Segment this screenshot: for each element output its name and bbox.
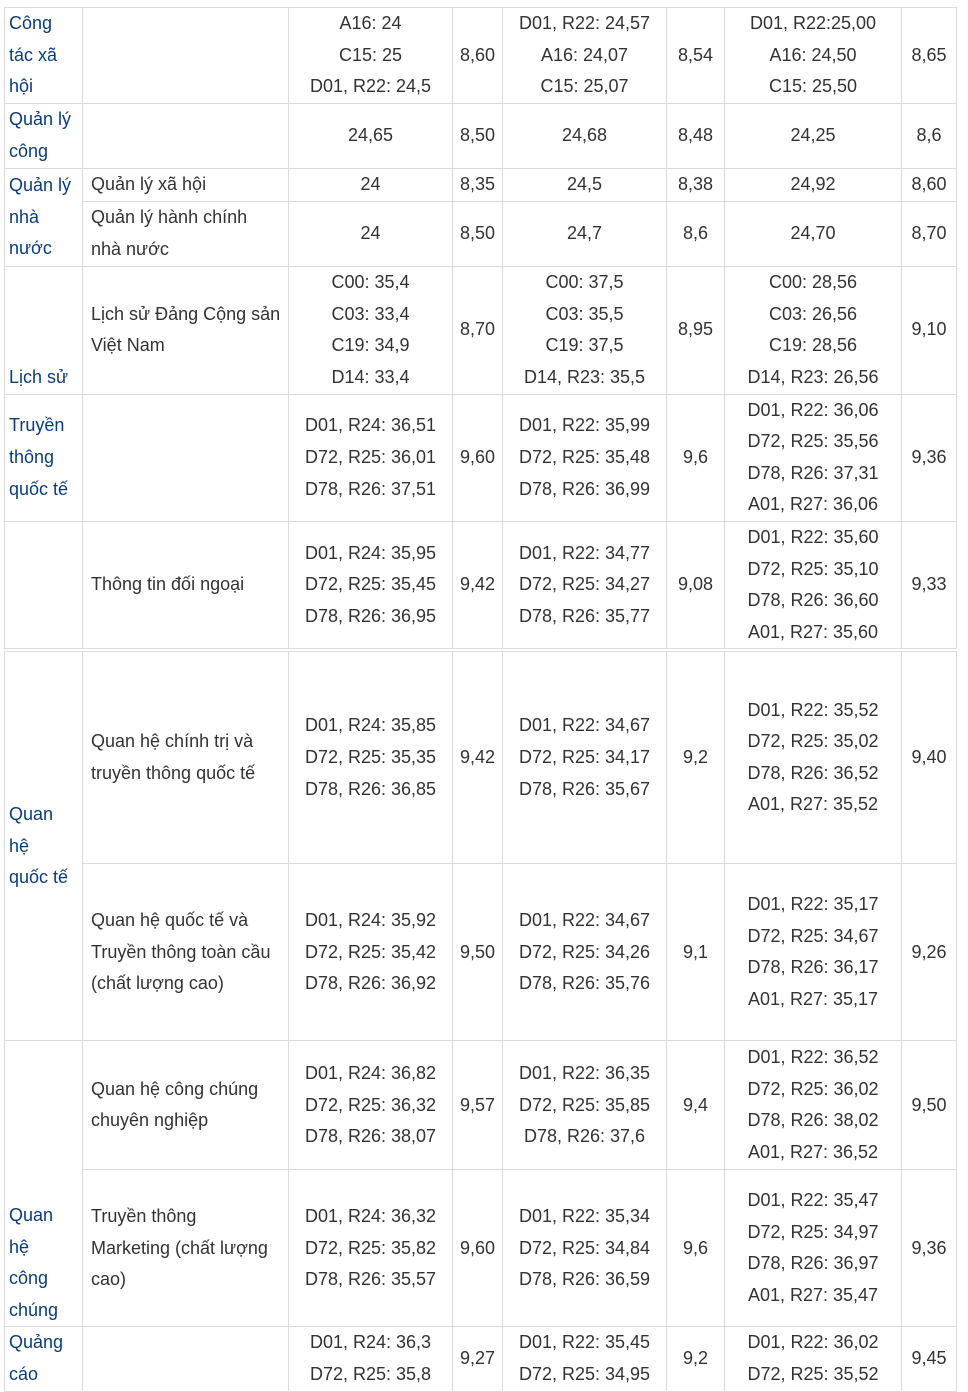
score-cell-3: 9,33 bbox=[902, 521, 957, 648]
sub-major-cell-line: Truyền thông bbox=[91, 1205, 197, 1226]
table-row bbox=[5, 521, 957, 648]
sub-major-cell-line: chuyên nghiệp bbox=[91, 1110, 209, 1131]
combination-score-cell-1-line: D01, R24: 35,92 bbox=[304, 909, 437, 930]
combination-score-cell-1-line: D72, R25: 35,45 bbox=[304, 574, 437, 595]
combination-score-cell-1 bbox=[289, 266, 453, 394]
combination-score-cell-2-line: D78, R26: 35,76 bbox=[518, 973, 651, 994]
admission-scores-table bbox=[4, 7, 957, 1392]
combination-score-cell-3-line: A16: 24,50 bbox=[769, 44, 857, 65]
sub-major-cell-line: Quan hệ công chúng bbox=[91, 1078, 259, 1099]
major-name-cell-line: Quan bbox=[9, 1204, 54, 1225]
sub-major-cell-line: Quản lý xã hội bbox=[91, 174, 207, 194]
combination-score-cell-3-line: C15: 25,50 bbox=[768, 76, 858, 97]
score-cell-2: 8,38 bbox=[667, 169, 725, 202]
combination-score-cell-3 bbox=[725, 394, 902, 521]
combination-score-cell-3 bbox=[725, 1170, 902, 1327]
combination-score-cell-2-line: D72, R25: 35,85 bbox=[518, 1094, 651, 1115]
combination-score-cell-2-line: D14, R23: 35,5 bbox=[523, 366, 646, 387]
combination-score-cell-2-line: D01, R22: 36,35 bbox=[518, 1062, 651, 1083]
combination-score-cell-3-line: A01, R27: 35,17 bbox=[747, 988, 879, 1009]
table-row bbox=[5, 1327, 957, 1391]
score-cell-1: 9,42 bbox=[453, 652, 503, 864]
combination-score-cell-1-line: D72, R25: 35,82 bbox=[304, 1237, 437, 1258]
score-cell-3: 9,36 bbox=[902, 394, 957, 521]
combination-score-cell-3-line: D01, R22:25,00 bbox=[749, 13, 877, 34]
major-name-cell-line: hội bbox=[9, 76, 34, 97]
major-name-cell-line: Quan bbox=[9, 803, 54, 824]
combination-score-cell-1-line: D72, R25: 35,35 bbox=[304, 747, 437, 768]
sub-major-cell-line: cao) bbox=[91, 1269, 127, 1290]
sub-major-cell-line: truyền thông quốc tế bbox=[91, 762, 256, 783]
major-name-cell bbox=[5, 1327, 83, 1391]
combination-score-cell-1 bbox=[289, 864, 453, 1041]
combination-score-cell-2-line: D78, R26: 36,59 bbox=[518, 1269, 651, 1290]
combination-score-cell-1-line: D01, R24: 36,3 bbox=[309, 1332, 432, 1353]
combination-score-cell-1-line: D01, R24: 36,82 bbox=[304, 1062, 437, 1083]
major-name-cell bbox=[5, 169, 83, 267]
combination-score-cell-2 bbox=[503, 266, 667, 394]
combination-score-cell-1 bbox=[289, 104, 453, 169]
combination-score-cell-3 bbox=[725, 1041, 902, 1170]
table-row bbox=[5, 652, 957, 864]
combination-score-cell-1-line: D78, R26: 36,92 bbox=[304, 973, 437, 994]
combination-score-cell-1-line: D01, R24: 36,32 bbox=[304, 1205, 437, 1226]
major-name-cell bbox=[5, 104, 83, 169]
score-cell-1: 8,50 bbox=[453, 201, 503, 266]
combination-score-cell-1-line: D72, R25: 36,01 bbox=[304, 446, 437, 467]
combination-score-cell-2 bbox=[503, 864, 667, 1041]
sub-major-cell-line: Thông tin đối ngoại bbox=[91, 574, 245, 595]
combination-score-cell-2-line: D01, R22: 34,67 bbox=[518, 909, 651, 930]
combination-score-cell-3 bbox=[725, 864, 902, 1041]
score-cell-1: 8,35 bbox=[453, 169, 503, 202]
table-row bbox=[5, 201, 957, 266]
sub-major-cell bbox=[83, 394, 289, 521]
combination-score-cell-1-line: 24 bbox=[360, 222, 381, 243]
score-cell-1: 9,57 bbox=[453, 1041, 503, 1170]
score-cell-1: 9,60 bbox=[453, 1170, 503, 1327]
combination-score-cell-3 bbox=[725, 521, 902, 648]
combination-score-cell-3 bbox=[725, 104, 902, 169]
sub-major-cell-line: nhà nước bbox=[91, 238, 169, 259]
major-name-cell-line: Quản lý bbox=[9, 174, 72, 195]
major-name-cell-line: quốc tế bbox=[9, 478, 69, 499]
combination-score-cell-3 bbox=[725, 652, 902, 864]
combination-score-cell-1-line: D01, R22: 24,5 bbox=[309, 76, 432, 97]
combination-score-cell-2-line: 24,7 bbox=[566, 222, 603, 243]
score-cell-2: 8,95 bbox=[667, 266, 725, 394]
sub-major-cell bbox=[83, 1170, 289, 1327]
score-cell-2: 8,48 bbox=[667, 104, 725, 169]
sub-major-cell-line: Marketing (chất lượng bbox=[91, 1237, 268, 1258]
major-name-cell-line: tác xã bbox=[9, 44, 58, 65]
combination-score-cell-2-line: C19: 37,5 bbox=[545, 335, 624, 356]
major-name-cell-line: nhà bbox=[9, 206, 40, 227]
combination-score-cell-2-line: D72, R25: 34,95 bbox=[518, 1363, 651, 1384]
combination-score-cell-1-line: 24 bbox=[360, 174, 381, 194]
sub-major-cell-line: Truyền thông toàn cầu bbox=[91, 941, 271, 962]
combination-score-cell-2-line: 24,5 bbox=[566, 174, 603, 194]
combination-score-cell-3-line: D14, R23: 26,56 bbox=[747, 366, 879, 387]
combination-score-cell-2-line: D72, R25: 34,27 bbox=[518, 574, 651, 595]
combination-score-cell-1-line: C03: 33,4 bbox=[331, 303, 410, 324]
score-cell-3: 8,70 bbox=[902, 201, 957, 266]
combination-score-cell-2-line: C15: 25,07 bbox=[540, 76, 629, 97]
sub-major-cell bbox=[83, 1327, 289, 1391]
score-cell-1: 9,42 bbox=[453, 521, 503, 648]
combination-score-cell-3-line: A01, R27: 35,47 bbox=[747, 1284, 879, 1305]
table-row bbox=[5, 394, 957, 521]
major-name-cell-line: thông bbox=[9, 446, 55, 467]
combination-score-cell-1 bbox=[289, 8, 453, 104]
combination-score-cell-2-line: A16: 24,07 bbox=[540, 44, 629, 65]
combination-score-cell-3-line: A01, R27: 35,52 bbox=[747, 794, 879, 815]
score-cell-2: 9,6 bbox=[667, 394, 725, 521]
combination-score-cell-1-line: C19: 34,9 bbox=[331, 335, 410, 356]
major-name-cell bbox=[5, 8, 83, 104]
combination-score-cell-3-line: D01, R22: 35,47 bbox=[747, 1190, 879, 1211]
sub-major-cell bbox=[83, 201, 289, 266]
combination-score-cell-2-line: D01, R22: 35,34 bbox=[518, 1205, 651, 1226]
combination-score-cell-1-line: 24,65 bbox=[347, 125, 394, 146]
combination-score-cell-3-line: D78, R26: 36,60 bbox=[747, 590, 879, 611]
score-cell-3: 9,36 bbox=[902, 1170, 957, 1327]
combination-score-cell-2-line: D01, R22: 24,57 bbox=[518, 13, 651, 34]
major-name-cell bbox=[5, 521, 83, 648]
score-cell-3: 8,6 bbox=[902, 104, 957, 169]
combination-score-cell-3-line: D72, R25: 34,97 bbox=[747, 1221, 879, 1242]
major-name-cell-line: Công bbox=[9, 13, 53, 34]
combination-score-cell-3-line: D78, R26: 37,31 bbox=[747, 462, 879, 483]
combination-score-cell-3-line: D01, R22: 35,52 bbox=[747, 699, 879, 720]
score-cell-1: 8,60 bbox=[453, 8, 503, 104]
combination-score-cell-2-line: 24,68 bbox=[561, 125, 608, 146]
sub-major-cell-line: Quan hệ quốc tế và bbox=[91, 909, 249, 930]
combination-score-cell-2 bbox=[503, 521, 667, 648]
score-cell-2: 9,2 bbox=[667, 1327, 725, 1391]
major-name-cell bbox=[5, 266, 83, 394]
combination-score-cell-2 bbox=[503, 104, 667, 169]
score-cell-3: 9,26 bbox=[902, 864, 957, 1041]
combination-score-cell-2-line: C00: 37,5 bbox=[545, 271, 624, 292]
combination-score-cell-2 bbox=[503, 201, 667, 266]
combination-score-cell-3-line: C00: 28,56 bbox=[768, 271, 858, 292]
combination-score-cell-1-line: D72, R25: 36,32 bbox=[304, 1094, 437, 1115]
combination-score-cell-2 bbox=[503, 652, 667, 864]
table-row bbox=[5, 104, 957, 169]
combination-score-cell-2-line: D72, R25: 34,17 bbox=[518, 747, 651, 768]
major-name-cell bbox=[5, 1041, 83, 1327]
combination-score-cell-1 bbox=[289, 1041, 453, 1170]
score-cell-3: 9,50 bbox=[902, 1041, 957, 1170]
combination-score-cell-1 bbox=[289, 394, 453, 521]
combination-score-cell-1 bbox=[289, 652, 453, 864]
table-row bbox=[5, 8, 957, 104]
combination-score-cell-1-line: C15: 25 bbox=[338, 44, 403, 65]
combination-score-cell-1 bbox=[289, 169, 453, 202]
combination-score-cell-3 bbox=[725, 1327, 902, 1391]
sub-major-cell-line: Việt Nam bbox=[91, 335, 165, 356]
combination-score-cell-3-line: A01, R27: 36,52 bbox=[747, 1141, 879, 1162]
combination-score-cell-3-line: D78, R26: 36,97 bbox=[747, 1253, 879, 1274]
combination-score-cell-3-line: C03: 26,56 bbox=[768, 303, 858, 324]
score-cell-1: 8,50 bbox=[453, 104, 503, 169]
combination-score-cell-1-line: D01, R24: 35,95 bbox=[304, 542, 437, 563]
score-cell-2: 9,2 bbox=[667, 652, 725, 864]
sub-major-cell-line: Quan hệ chính trị và bbox=[91, 731, 254, 752]
combination-score-cell-3-line: 24,25 bbox=[790, 125, 836, 146]
combination-score-cell-1-line: D78, R26: 36,85 bbox=[304, 778, 437, 799]
sub-major-cell bbox=[83, 104, 289, 169]
major-name-cell bbox=[5, 394, 83, 521]
major-name-cell-line: Quảng bbox=[9, 1332, 64, 1353]
combination-score-cell-3-line: D01, R22: 35,60 bbox=[747, 526, 879, 547]
combination-score-cell-3 bbox=[725, 266, 902, 394]
major-name-cell-line: quốc tế bbox=[9, 867, 69, 888]
combination-score-cell-3-line: D72, R25: 36,02 bbox=[747, 1078, 879, 1099]
combination-score-cell-3-line: D72, R25: 35,10 bbox=[747, 558, 879, 579]
combination-score-cell-3-line: D01, R22: 36,06 bbox=[747, 399, 879, 420]
combination-score-cell-3 bbox=[725, 201, 902, 266]
combination-score-cell-3-line: D78, R26: 36,17 bbox=[747, 957, 879, 978]
combination-score-cell-1 bbox=[289, 521, 453, 648]
combination-score-cell-2-line: C03: 35,5 bbox=[545, 303, 624, 324]
table-row bbox=[5, 1041, 957, 1170]
major-name-cell-line: Truyền bbox=[9, 415, 65, 436]
sub-major-cell-line: Quản lý hành chính bbox=[91, 207, 248, 227]
combination-score-cell-1-line: D72, R25: 35,8 bbox=[309, 1363, 432, 1384]
combination-score-cell-3-line: C19: 28,56 bbox=[768, 335, 858, 356]
combination-score-cell-3-line: D72, R25: 35,02 bbox=[747, 731, 879, 752]
major-name-cell-line: Quản lý bbox=[9, 109, 72, 130]
combination-score-cell-1-line: A16: 24 bbox=[339, 13, 402, 34]
score-cell-3: 8,60 bbox=[902, 169, 957, 202]
score-cell-1: 9,60 bbox=[453, 394, 503, 521]
combination-score-cell-1 bbox=[289, 1327, 453, 1391]
combination-score-cell-2 bbox=[503, 1041, 667, 1170]
combination-score-cell-3-line: D72, R25: 34,67 bbox=[747, 925, 879, 946]
combination-score-cell-2-line: D72, R25: 34,26 bbox=[518, 941, 651, 962]
combination-score-cell-3-line: D01, R22: 35,17 bbox=[747, 894, 879, 915]
score-cell-2: 8,54 bbox=[667, 8, 725, 104]
combination-score-cell-1-line: D01, R24: 35,85 bbox=[304, 715, 437, 736]
major-name-cell-line: chúng bbox=[9, 1299, 59, 1320]
major-name-cell bbox=[5, 652, 83, 1041]
sub-major-cell bbox=[83, 521, 289, 648]
combination-score-cell-1-line: D01, R24: 36,51 bbox=[304, 415, 437, 436]
combination-score-cell-2 bbox=[503, 169, 667, 202]
major-name-cell-line: cáo bbox=[9, 1363, 39, 1384]
combination-score-cell-2 bbox=[503, 1170, 667, 1327]
score-cell-2: 8,6 bbox=[667, 201, 725, 266]
sub-major-cell-line: (chất lượng cao) bbox=[91, 973, 224, 994]
combination-score-cell-2-line: D78, R26: 35,77 bbox=[518, 605, 651, 626]
combination-score-cell-2-line: D01, R22: 35,45 bbox=[518, 1332, 651, 1353]
score-cell-2: 9,08 bbox=[667, 521, 725, 648]
score-cell-2: 9,6 bbox=[667, 1170, 725, 1327]
combination-score-cell-3-line: D72, R25: 35,52 bbox=[747, 1363, 879, 1384]
combination-score-cell-2-line: D01, R22: 34,77 bbox=[518, 542, 651, 563]
combination-score-cell-3-line: D78, R26: 36,52 bbox=[747, 762, 879, 783]
table-row bbox=[5, 266, 957, 394]
combination-score-cell-2-line: D72, R25: 34,84 bbox=[518, 1237, 651, 1258]
major-name-cell-line: nước bbox=[9, 238, 52, 259]
combination-score-cell-1-line: C00: 35,4 bbox=[331, 271, 410, 292]
combination-score-cell-1-line: D78, R26: 36,95 bbox=[304, 605, 437, 626]
sub-major-cell-line: Lịch sử Đảng Cộng sản bbox=[91, 303, 281, 324]
combination-score-cell-2 bbox=[503, 8, 667, 104]
sub-major-cell bbox=[83, 1041, 289, 1170]
combination-score-cell-2-line: D72, R25: 35,48 bbox=[518, 446, 651, 467]
combination-score-cell-2-line: D01, R22: 35,99 bbox=[518, 415, 651, 436]
combination-score-cell-3-line: D72, R25: 35,56 bbox=[747, 431, 879, 452]
combination-score-cell-2-line: D78, R26: 36,99 bbox=[518, 478, 651, 499]
score-cell-2: 9,4 bbox=[667, 1041, 725, 1170]
combination-score-cell-2-line: D78, R26: 35,67 bbox=[518, 778, 651, 799]
combination-score-cell-2-line: D01, R22: 34,67 bbox=[518, 715, 651, 736]
combination-score-cell-1-line: D78, R26: 38,07 bbox=[304, 1126, 437, 1147]
combination-score-cell-3-line: D01, R22: 36,02 bbox=[747, 1332, 879, 1353]
combination-score-cell-3-line: A01, R27: 35,60 bbox=[747, 621, 879, 642]
combination-score-cell-2-line: D78, R26: 37,6 bbox=[523, 1126, 646, 1147]
score-cell-3: 9,45 bbox=[902, 1327, 957, 1391]
major-name-cell-line: hệ bbox=[9, 1236, 30, 1257]
major-name-cell-line: hệ bbox=[9, 835, 30, 856]
table-row bbox=[5, 864, 957, 1041]
admission-scores-table-container bbox=[4, 7, 956, 1392]
major-name-cell-line: công bbox=[9, 141, 49, 161]
combination-score-cell-3-line: 24,70 bbox=[790, 222, 836, 243]
combination-score-cell-1 bbox=[289, 201, 453, 266]
table-body bbox=[5, 8, 957, 1392]
combination-score-cell-1-line: D14: 33,4 bbox=[331, 366, 410, 387]
table-row bbox=[5, 1170, 957, 1327]
combination-score-cell-2 bbox=[503, 1327, 667, 1391]
score-cell-3: 9,40 bbox=[902, 652, 957, 864]
score-cell-2: 9,1 bbox=[667, 864, 725, 1041]
combination-score-cell-1 bbox=[289, 1170, 453, 1327]
sub-major-cell bbox=[83, 652, 289, 864]
combination-score-cell-3-line: D78, R26: 38,02 bbox=[747, 1110, 879, 1131]
major-name-cell-line: Lịch sử bbox=[9, 367, 69, 387]
combination-score-cell-3-line: D01, R22: 36,52 bbox=[747, 1047, 879, 1068]
sub-major-cell bbox=[83, 266, 289, 394]
score-cell-1: 9,50 bbox=[453, 864, 503, 1041]
score-cell-3: 8,65 bbox=[902, 8, 957, 104]
combination-score-cell-2 bbox=[503, 394, 667, 521]
table-row bbox=[5, 169, 957, 202]
combination-score-cell-1-line: D72, R25: 35,42 bbox=[304, 941, 437, 962]
combination-score-cell-1-line: D78, R26: 35,57 bbox=[304, 1269, 437, 1290]
score-cell-1: 9,27 bbox=[453, 1327, 503, 1391]
combination-score-cell-3 bbox=[725, 169, 902, 202]
combination-score-cell-3 bbox=[725, 8, 902, 104]
major-name-cell-line: công bbox=[9, 1268, 49, 1289]
combination-score-cell-3-line: 24,92 bbox=[790, 174, 836, 194]
combination-score-cell-3-line: A01, R27: 36,06 bbox=[747, 494, 879, 515]
sub-major-cell bbox=[83, 8, 289, 104]
sub-major-cell bbox=[83, 864, 289, 1041]
combination-score-cell-1-line: D78, R26: 37,51 bbox=[304, 478, 437, 499]
sub-major-cell bbox=[83, 169, 289, 202]
score-cell-3: 9,10 bbox=[902, 266, 957, 394]
score-cell-1: 8,70 bbox=[453, 266, 503, 394]
